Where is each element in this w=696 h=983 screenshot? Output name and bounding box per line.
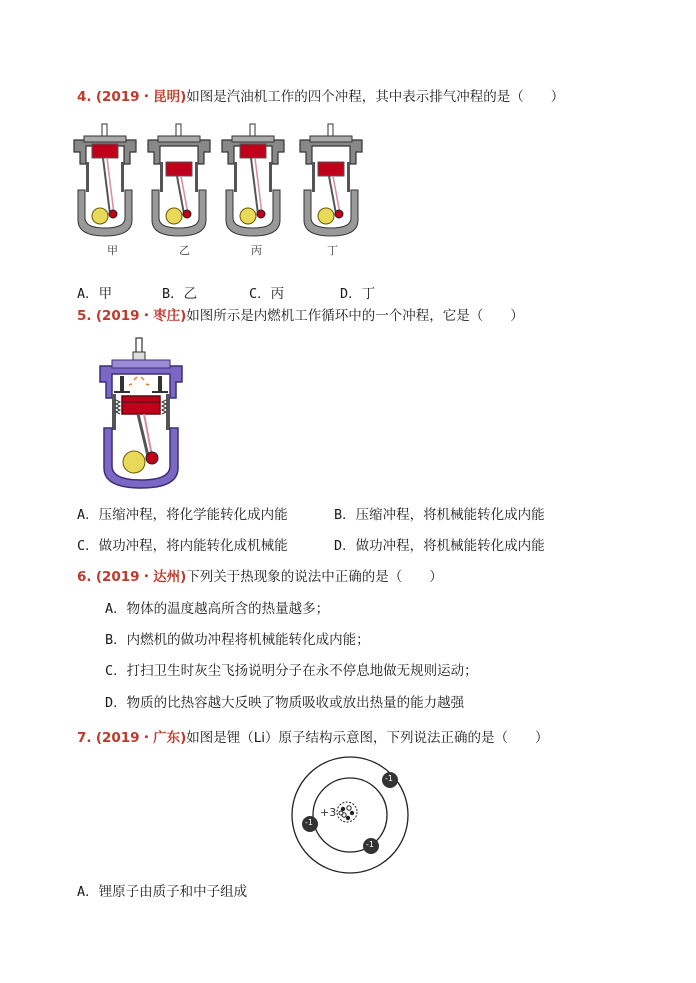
question-7-stem-line [77,729,549,747]
q4-option-c[interactable]: C．丙 [249,286,285,302]
engine-ding [300,124,362,236]
q5-option-a[interactable]: A．压缩冲程，将化学能转化成内能 [77,507,288,523]
question-number: 4. [77,89,92,105]
q6-option-b[interactable]: B．内燃机的做功冲程将机械能转化成内能； [105,632,370,648]
figure-label-jia: 甲 [107,244,118,257]
q5-option-c[interactable]: C．做功冲程，将内能转化成机械能 [77,538,288,554]
question-number: 6. [77,569,92,585]
nucleus-charge-label: +3 [320,806,337,819]
question-5-stem-line [77,307,524,325]
figure-label-bing: 丙 [251,244,262,257]
lithium-atom-diagram [288,764,412,866]
engine-jia [74,124,136,236]
question-stem: 如图是锂（Li）原子结构示意图，下列说法正确的是（ ） [186,730,549,746]
question-number: 5. [77,308,92,324]
question-stem: 如图所示是内燃机工作循环中的一个冲程，它是（ ） [186,308,524,324]
question-source: (2019・广东) [95,730,187,746]
q6-option-a[interactable]: A．物体的温度越高所含的热量越多； [105,601,330,617]
electron-charge-label: -1 [366,840,374,849]
engine-bing [222,124,284,236]
q6-option-d[interactable]: D．物质的比热容越大反映了物质吸收或放出热量的能力越强 [105,695,465,711]
q4-option-d[interactable]: D．丁 [340,286,376,302]
question-source: (2019・枣庄) [95,308,187,324]
question-stem: 如图是汽油机工作的四个冲程，其中表示排气冲程的是（ ） [186,89,565,105]
q4-option-a[interactable]: A．甲 [77,286,113,302]
question-number: 7. [77,730,92,746]
question-source: (2019・达州) [95,569,187,585]
engine-strokes-figure [70,122,370,252]
electron-charge-label: -1 [385,774,393,783]
q4-option-b[interactable]: B．乙 [162,286,198,302]
q5-option-d[interactable]: D．做功冲程，将机械能转化成内能 [334,538,545,554]
engine-yi [148,124,210,236]
figure-label-ding: 丁 [327,244,338,257]
q7-option-a[interactable]: A．锂原子由质子和中子组成 [77,884,248,900]
question-6-stem-line [77,568,443,586]
internal-combustion-engine-figure [96,338,186,490]
question-4-stem-line [77,88,564,106]
electron-charge-label: -1 [305,818,313,827]
question-source: (2019・昆明) [95,89,187,105]
question-stem: 下列关于热现象的说法中正确的是（ ） [186,569,443,585]
q6-option-c[interactable]: C．打扫卫生时灰尘飞扬说明分子在永不停息地做无规则运动； [105,663,478,679]
figure-label-yi: 乙 [179,244,190,257]
q5-option-b[interactable]: B．压缩冲程，将机械能转化成内能 [334,507,545,523]
